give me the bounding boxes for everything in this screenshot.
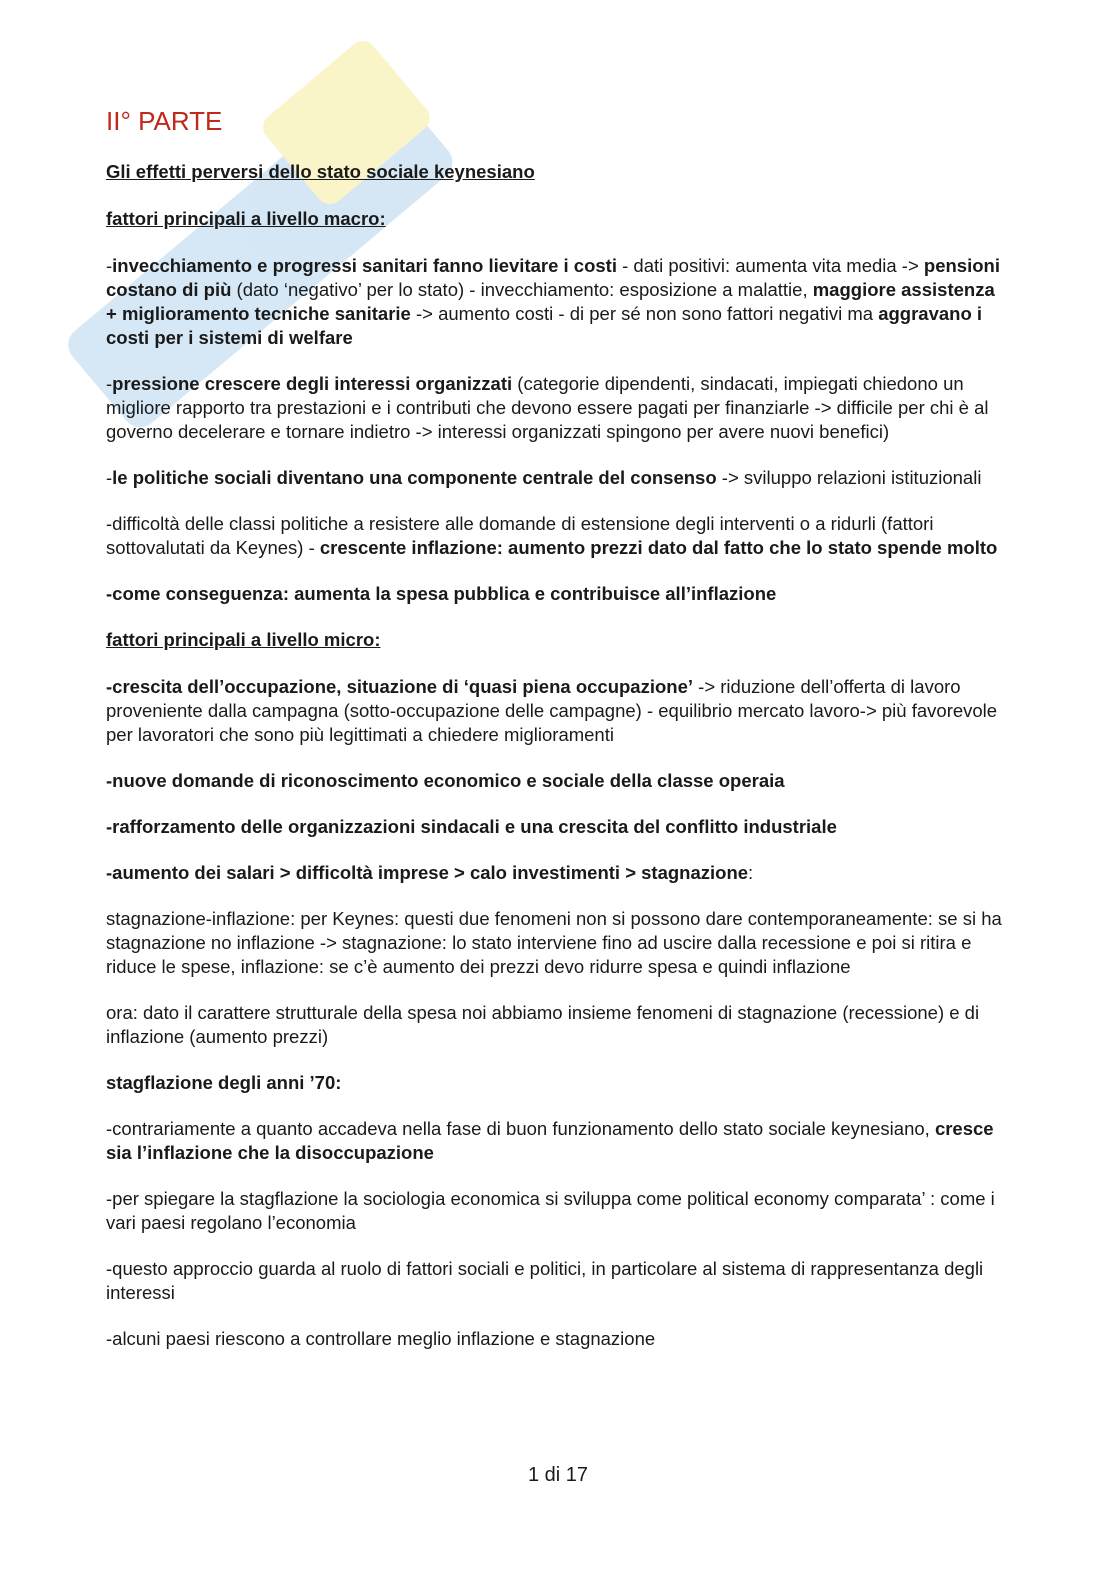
bold-text: invecchiamento e progressi sanitari fanno lievitare i costi bbox=[112, 255, 617, 276]
paragraph bbox=[106, 254, 1006, 350]
document-body bbox=[106, 104, 1006, 1373]
text-run: -> aumento costi - di per sé non sono fattori negativi ma bbox=[410, 303, 879, 324]
text-run: - dati positivi: aumenta vita media -> bbox=[616, 255, 924, 276]
text-run: - bbox=[106, 467, 113, 488]
bold-text: pensioni costano di più bbox=[106, 255, 1000, 300]
section-heading: Gli effetti perversi dello stato sociale keynesiano bbox=[106, 161, 535, 182]
bold-text: stagflazione degli anni ’70: bbox=[106, 1072, 342, 1093]
text-run: - bbox=[106, 373, 113, 394]
micro-factors-heading: fattori principali a livello micro: bbox=[106, 629, 381, 650]
paragraph bbox=[106, 582, 1006, 606]
paragraph bbox=[106, 1117, 1006, 1165]
text-run: ora: dato il carattere strutturale della spesa noi abbiamo insieme fenomeni di stagnazione (recessione) e di inflazione (aumento prezzi) bbox=[106, 1002, 980, 1047]
text-run: (categorie dipendenti, sindacati, impiegati chiedono un migliore rapporto tra prestazioni e i contributi che devono essere pagati per finanziarle -> difficile per chi è al governo decelerare e tornare indietro -> interessi organizzati spingono per avere nuovi benefici) bbox=[106, 373, 989, 442]
paragraph bbox=[106, 861, 1006, 885]
paragraph bbox=[106, 1327, 1006, 1351]
paragraph bbox=[106, 1001, 1006, 1049]
bold-text: le politiche sociali diventano una componente centrale del consenso bbox=[112, 467, 717, 488]
paragraph bbox=[106, 1257, 1006, 1305]
bold-text: cresce sia l’inflazione che la disoccupazione bbox=[106, 1118, 994, 1163]
bold-text: -rafforzamento delle organizzazioni sindacali e una crescita del conflitto industriale bbox=[106, 816, 837, 837]
paragraph bbox=[106, 769, 1006, 793]
text-run: -difficoltà delle classi politiche a resistere alle domande di estensione degli interventi o a ridurli (fattori sottovalutati da Keynes) - bbox=[106, 513, 934, 558]
paragraph bbox=[106, 1071, 1006, 1095]
text-run: -alcuni paesi riescono a controllare meglio inflazione e stagnazione bbox=[106, 1328, 656, 1349]
text-run: (dato ‘negativo’ per lo stato) - invecchiamento: esposizione a malattie, bbox=[231, 279, 813, 300]
bold-text: crescente inflazione: aumento prezzi dato dal fatto che lo stato spende molto bbox=[319, 537, 998, 558]
paragraph bbox=[106, 907, 1006, 979]
bold-text: -nuove domande di riconoscimento economico e sociale della classe operaia bbox=[106, 770, 785, 791]
paragraph bbox=[106, 372, 1006, 444]
bold-text: maggiore assistenza + miglioramento tecniche sanitarie bbox=[106, 279, 995, 324]
bold-text: -crescita dell’occupazione, situazione di ‘quasi piena occupazione’ bbox=[106, 676, 694, 697]
text-run: -per spiegare la stagflazione la sociologia economica si sviluppa come political economy comparata’ : come i vari paesi regolano l’economia bbox=[106, 1188, 995, 1233]
paragraph bbox=[106, 815, 1006, 839]
text-run: -contrariamente a quanto accadeva nella fase di buon funzionamento dello stato sociale keynesiano, bbox=[106, 1118, 935, 1139]
bold-text: aggravano i costi per i sistemi di welfare bbox=[106, 303, 983, 348]
text-run: -> riduzione dell’offerta di lavoro proveniente dalla campagna (sotto-occupazione delle campagne) - equilibrio mercato lavoro-> più favorevole per lavoratori che sono più legittimati a chiedere miglioramenti bbox=[106, 676, 998, 745]
paragraph bbox=[106, 512, 1006, 560]
text-run: -questo approccio guarda al ruolo di fattori sociali e politici, in particolare al sistema di rappresentanza degli interessi bbox=[106, 1258, 984, 1303]
page-title: II° PARTE bbox=[106, 106, 223, 136]
bold-text: -aumento dei salari > difficoltà imprese > calo investimenti > stagnazione bbox=[106, 862, 749, 883]
text-run: - bbox=[106, 255, 113, 276]
text-run: -> sviluppo relazioni istituzionali bbox=[716, 467, 982, 488]
text-run: : bbox=[748, 862, 754, 883]
bold-text: -come conseguenza: aumenta la spesa pubblica e contribuisce all’inflazione bbox=[106, 583, 777, 604]
paragraph bbox=[106, 1187, 1006, 1235]
paragraph bbox=[106, 675, 1006, 747]
page-number: 1 di 17 bbox=[527, 1464, 589, 1486]
bold-text: pressione crescere degli interessi organizzati bbox=[112, 373, 513, 394]
paragraph bbox=[106, 466, 1006, 490]
text-run: stagnazione-inflazione: per Keynes: questi due fenomeni non si possono dare contemporaneamente: se si ha stagnazione no inflazione -> stagnazione: lo stato interviene fino ad uscire dalla recessione e poi si ritira e riduce le spese, inflazione: se c’è aumento dei prezzi devo ridurre spesa e quindi inflazione bbox=[106, 908, 1002, 977]
macro-factors-heading: fattori principali a livello macro: bbox=[106, 208, 386, 229]
